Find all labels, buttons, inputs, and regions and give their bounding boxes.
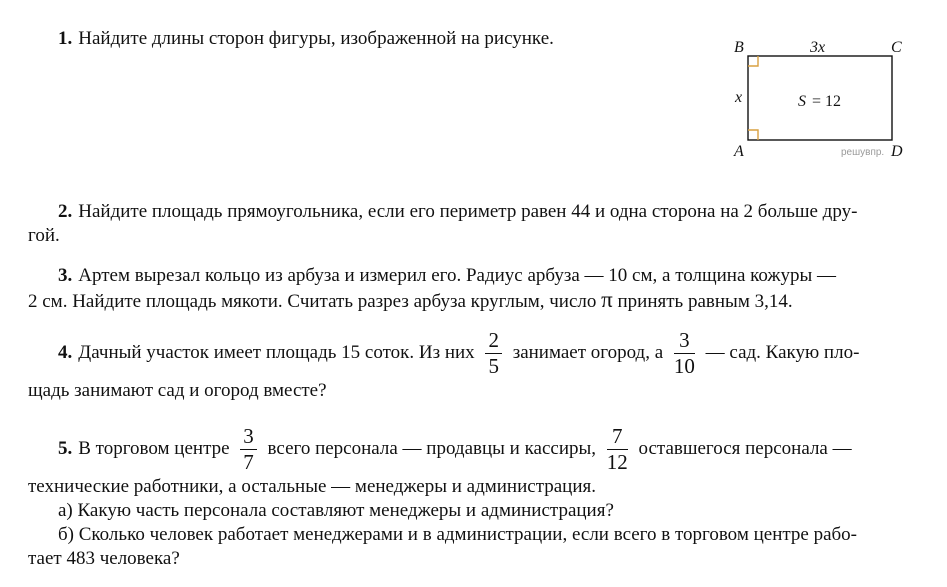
vertex-a: A	[734, 143, 744, 160]
task-4-text-c: — сад. Какую пло-	[705, 341, 860, 363]
task-5-text-c: оставшегося персонала —	[638, 437, 852, 459]
task-2-line2: гой.	[28, 225, 60, 246]
task-5-question-b-line2: тает 483 человека?	[28, 548, 180, 569]
area-label-eq: =	[812, 93, 822, 110]
fraction-three-sevenths: $\frac{3}{7}$	[240, 424, 257, 475]
area-label-s: S	[798, 93, 806, 110]
task-4-number: 4.	[58, 341, 73, 363]
task-2-number: 2.	[58, 201, 73, 222]
task-3	[28, 264, 927, 314]
task-3-number: 3.	[58, 265, 73, 286]
task-4-line2: щадь занимают сад и огород вместе?	[28, 380, 327, 401]
task-4-text-a: Дачный участок имеет площадь 15 соток. Из них	[78, 341, 475, 363]
task-5	[28, 424, 927, 571]
task-5-question-b-line1: б) Сколько человек работает менеджерами и в администрации, если всего в торговом центре рабо-	[58, 524, 858, 545]
task-1-text: Найдите длины сторон фигуры, изображенной на рисунке.	[78, 28, 554, 49]
task-3-line2a: 2 см. Найдите площадь мякоти. Считать разрез арбуза круглым, число	[28, 291, 597, 312]
task-2-line1: Найдите площадь прямоугольника, если его периметр равен 44 и одна сторона на 2 больше дру-	[78, 201, 858, 222]
task-3-line2b: принять равным 3,14.	[617, 291, 793, 312]
pi-symbol: π	[601, 287, 613, 312]
vertex-d: D	[891, 143, 903, 160]
task-5-line2: технические работники, а остальные — менеджеры и администрация.	[28, 476, 596, 497]
right-angle-mark-a	[748, 130, 758, 140]
side-left-label: x	[735, 89, 743, 106]
vertex-b: B	[734, 39, 744, 56]
side-top-label: 3x	[810, 39, 826, 56]
task-5-number: 5.	[58, 437, 73, 459]
task-5-text-b: всего персонала — продавцы и кассиры,	[267, 437, 597, 459]
task-1	[28, 27, 707, 51]
task-4	[28, 328, 927, 403]
task-3-line1: Артем вырезал кольцо из арбуза и измерил его. Радиус арбуза — 10 см, а толщина кожуры —	[78, 265, 837, 286]
rectangle-figure	[730, 36, 910, 166]
task-5-question-a: а) Какую часть персонала составляют менеджеры и администрация?	[58, 500, 614, 521]
fraction-seven-twelfths: $\frac{7}{12}$	[606, 424, 628, 474]
right-angle-mark-b	[748, 56, 758, 66]
fraction-two-fifths: $\frac{2}{5}$	[485, 328, 502, 379]
fraction-three-tenths: $\frac{3}{10}$	[673, 328, 695, 378]
task-2	[28, 200, 927, 248]
task-1-number: 1.	[58, 28, 73, 49]
vertex-c: C	[891, 39, 902, 56]
area-label-value: 12	[825, 93, 841, 110]
task-4-text-b: занимает огород, а	[512, 341, 664, 363]
watermark: решувпр.	[841, 147, 885, 158]
task-5-text-a: В торговом центре	[78, 437, 230, 459]
